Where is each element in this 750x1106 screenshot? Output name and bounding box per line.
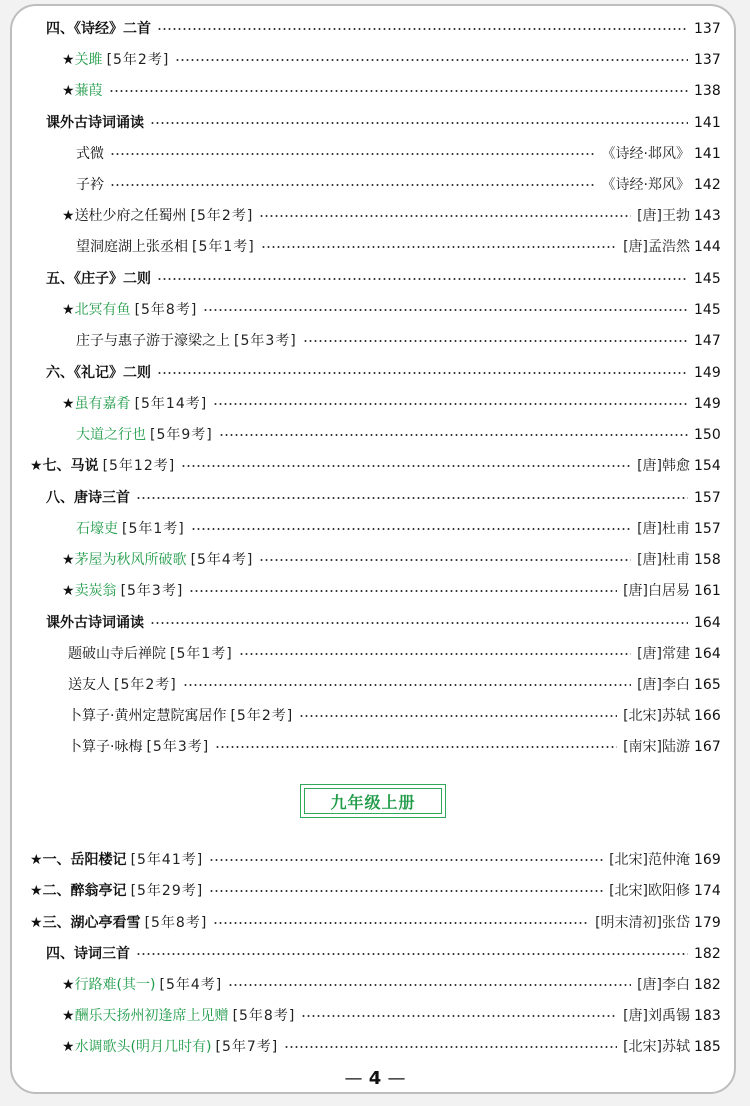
- toc-entry[interactable]: [0, 704, 750, 728]
- dot-leader: [239, 653, 631, 655]
- author-label: 《诗经·邶风》: [601, 146, 690, 162]
- toc-entry[interactable]: [0, 548, 750, 572]
- exam-frequency: [5年8考]: [144, 915, 208, 931]
- dot-leader: [213, 922, 589, 924]
- dot-leader: [284, 1046, 617, 1048]
- author-label: [北宋]苏轼: [623, 1039, 690, 1055]
- toc-entry-title: 酬乐天扬州初逢席上见赠: [74, 1008, 229, 1024]
- dot-leader: [299, 715, 617, 717]
- toc-entry-title: 卖炭翁: [74, 583, 117, 599]
- toc-entry-title: 四、诗词三首: [46, 946, 130, 962]
- toc-entry[interactable]: [0, 911, 750, 935]
- dot-leader: [209, 859, 603, 861]
- toc-entry[interactable]: [0, 111, 750, 135]
- footer-dash-left: —: [344, 1068, 363, 1089]
- star-icon: ★: [62, 52, 75, 68]
- dot-leader: [191, 528, 631, 530]
- toc-entry[interactable]: [0, 673, 750, 697]
- author-label: [北宋]范仲淹: [609, 852, 690, 868]
- toc-entry[interactable]: [0, 48, 750, 72]
- toc-entry[interactable]: [0, 267, 750, 291]
- toc-entry-title: 蒹葭: [74, 83, 103, 99]
- dot-leader: [136, 953, 688, 955]
- toc-entry-title: 七、马说: [42, 458, 99, 474]
- toc-entry[interactable]: [0, 454, 750, 478]
- author-label: [唐]李白: [637, 677, 690, 693]
- exam-frequency: [5年41考]: [130, 852, 204, 868]
- exam-frequency: [5年1考]: [170, 646, 233, 662]
- toc-entry-title: 茅屋为秋风所破歌: [74, 552, 187, 568]
- dot-leader: [136, 497, 688, 499]
- exam-frequency: [5年7考]: [215, 1039, 279, 1055]
- exam-frequency: [5年29考]: [130, 883, 204, 899]
- dot-leader: [175, 59, 688, 61]
- toc-entry-title: 四、《诗经》二首: [46, 21, 151, 37]
- dot-leader: [209, 890, 603, 892]
- star-icon: ★: [30, 915, 43, 931]
- toc-page-number: 174: [694, 883, 721, 899]
- dot-leader: [228, 984, 631, 986]
- star-icon: ★: [62, 552, 75, 568]
- toc-page-number: 145: [694, 271, 721, 287]
- star-icon: ★: [62, 302, 75, 318]
- toc-page-number: 185: [694, 1039, 721, 1055]
- toc-entry[interactable]: [0, 973, 750, 997]
- toc-entry[interactable]: [0, 329, 750, 353]
- toc-entry[interactable]: [0, 579, 750, 603]
- author-label: [唐]常建: [637, 646, 690, 662]
- toc-entry-title: 式微: [76, 146, 104, 162]
- toc-page-number: 169: [694, 852, 721, 868]
- exam-frequency: [5年1考]: [122, 521, 185, 537]
- dot-leader: [301, 1015, 617, 1017]
- toc-entry[interactable]: [0, 486, 750, 510]
- toc-entry[interactable]: [0, 611, 750, 635]
- toc-page-number: 138: [694, 83, 721, 99]
- star-icon: ★: [62, 583, 75, 599]
- toc-page-number: 137: [694, 52, 721, 68]
- dot-leader: [157, 28, 688, 30]
- toc-entry[interactable]: [0, 942, 750, 966]
- toc-page-number: 165: [694, 677, 721, 693]
- toc-entry-title: 课外古诗词诵读: [46, 615, 144, 631]
- toc-page-number: 145: [694, 302, 721, 318]
- star-icon: ★: [30, 458, 43, 474]
- toc-entry[interactable]: [0, 1004, 750, 1028]
- toc-page-number: 157: [694, 490, 721, 506]
- author-label: [唐]刘禹锡: [623, 1008, 690, 1024]
- author-label: [唐]韩愈: [637, 458, 690, 474]
- dot-leader: [189, 590, 617, 592]
- toc-page-number: 167: [694, 739, 721, 755]
- toc-entry-title: 卜算子·黄州定慧院寓居作: [68, 708, 227, 724]
- exam-frequency: [5年14考]: [134, 396, 208, 412]
- toc-entry-title: 关雎: [74, 52, 103, 68]
- author-label: [唐]杜甫: [637, 521, 690, 537]
- toc-entry[interactable]: [0, 517, 750, 541]
- author-label: [唐]白居易: [623, 583, 690, 599]
- toc-entry[interactable]: [0, 298, 750, 322]
- exam-frequency: [5年2考]: [114, 677, 177, 693]
- author-label: [唐]王勃: [637, 208, 690, 224]
- dot-leader: [157, 372, 688, 374]
- page-footer: [0, 1068, 750, 1089]
- dot-leader: [150, 622, 688, 624]
- exam-frequency: [5年2考]: [230, 708, 294, 724]
- dot-leader: [203, 309, 688, 311]
- dot-leader: [109, 90, 688, 92]
- dot-leader: [213, 403, 688, 405]
- toc-page-number: 166: [694, 708, 721, 724]
- toc-entry[interactable]: [0, 1035, 750, 1059]
- toc-entry-title: 石壕吏: [76, 521, 118, 537]
- exam-frequency: [5年4考]: [190, 552, 254, 568]
- star-icon: ★: [62, 1008, 75, 1024]
- section-banner: [300, 784, 446, 818]
- toc-page-number: 143: [694, 208, 721, 224]
- toc-page-number: 183: [694, 1008, 721, 1024]
- author-label: [南宋]陆游: [623, 739, 690, 755]
- star-icon: ★: [30, 883, 43, 899]
- toc-entry-title: 子衿: [76, 177, 104, 193]
- dot-leader: [261, 246, 617, 248]
- toc-page-number: 149: [694, 396, 721, 412]
- star-icon: ★: [62, 83, 75, 99]
- toc-entry-title: 课外古诗词诵读: [46, 115, 144, 131]
- toc-entry-title: 行路难(其一): [74, 977, 156, 993]
- toc-page-number: 147: [694, 333, 721, 349]
- star-icon: ★: [30, 852, 43, 868]
- toc-entry[interactable]: [0, 392, 750, 416]
- author-label: [唐]孟浩然: [623, 239, 690, 255]
- toc-page-number: 154: [694, 458, 721, 474]
- author-label: [北宋]欧阳修: [609, 883, 690, 899]
- exam-frequency: [5年3考]: [234, 333, 297, 349]
- dot-leader: [259, 559, 631, 561]
- dot-leader: [219, 434, 688, 436]
- toc-entry-title: 望洞庭湖上张丞相: [76, 239, 188, 255]
- exam-frequency: [5年3考]: [146, 739, 210, 755]
- toc-page-number: 158: [694, 552, 721, 568]
- toc-entry-title: 三、湖心亭看雪: [42, 915, 141, 931]
- dot-leader: [181, 465, 631, 467]
- toc-entry[interactable]: [0, 423, 750, 447]
- exam-frequency: [5年3考]: [120, 583, 184, 599]
- toc-entry-title: 庄子与惠子游于濠梁之上: [76, 333, 230, 349]
- toc-page-number: 142: [694, 177, 721, 193]
- toc-page-number: 161: [694, 583, 721, 599]
- toc-entry-title: 八、唐诗三首: [46, 490, 130, 506]
- exam-frequency: [5年1考]: [192, 239, 255, 255]
- toc-entry-title: 北冥有鱼: [74, 302, 131, 318]
- toc-page-number: 182: [694, 977, 721, 993]
- toc-page-number: 141: [694, 146, 721, 162]
- toc-entry-title: 大道之行也: [76, 427, 146, 443]
- toc-entry[interactable]: [0, 361, 750, 385]
- toc-page-number: 141: [694, 115, 721, 131]
- toc-page-number: 137: [694, 21, 721, 37]
- toc-entry-title: 卜算子·咏梅: [68, 739, 143, 755]
- toc-entry-title: 水调歌头(明月几时有): [74, 1039, 212, 1055]
- star-icon: ★: [62, 1039, 75, 1055]
- toc-entry[interactable]: [0, 173, 750, 197]
- dot-leader: [110, 184, 596, 186]
- toc-entry-title: 一、岳阳楼记: [42, 852, 127, 868]
- toc-page-number: 150: [694, 427, 721, 443]
- toc-entry-title: 送杜少府之任蜀州: [74, 208, 187, 224]
- exam-frequency: [5年8考]: [232, 1008, 296, 1024]
- star-icon: ★: [62, 208, 75, 224]
- toc-page-number: 164: [694, 615, 721, 631]
- toc-page-number: 157: [694, 521, 721, 537]
- dot-leader: [157, 278, 688, 280]
- dot-leader: [110, 153, 596, 155]
- toc-entry[interactable]: [0, 879, 750, 903]
- author-label: [唐]杜甫: [637, 552, 690, 568]
- toc-page-number: 144: [694, 239, 721, 255]
- toc-entry-title: 六、《礼记》二则: [46, 365, 151, 381]
- toc-page-number: 179: [694, 915, 721, 931]
- dot-leader: [259, 215, 631, 217]
- dot-leader: [215, 746, 617, 748]
- author-label: [北宋]苏轼: [623, 708, 690, 724]
- page-number: 4: [368, 1068, 382, 1089]
- toc-entry-title: 送友人: [68, 677, 110, 693]
- dot-leader: [303, 340, 688, 342]
- toc-entry-title: 二、醉翁亭记: [42, 883, 127, 899]
- author-label: [明末清初]张岱: [595, 915, 690, 931]
- toc-page-number: 149: [694, 365, 721, 381]
- toc-entry[interactable]: [0, 735, 750, 759]
- toc-entry-title: 题破山寺后禅院: [68, 646, 166, 662]
- footer-dash-right: —: [387, 1068, 406, 1089]
- toc-entry[interactable]: [0, 17, 750, 41]
- toc-page-number: 164: [694, 646, 721, 662]
- exam-frequency: [5年4考]: [159, 977, 223, 993]
- exam-frequency: [5年9考]: [150, 427, 213, 443]
- exam-frequency: [5年2考]: [190, 208, 254, 224]
- author-label: [唐]李白: [637, 977, 690, 993]
- toc-entry[interactable]: [0, 142, 750, 166]
- section-banner-label: 九年级上册: [304, 788, 442, 814]
- toc-entry[interactable]: [0, 79, 750, 103]
- toc-entry[interactable]: [0, 235, 750, 259]
- toc-page-number: 182: [694, 946, 721, 962]
- toc-entry-title: 五、《庄子》二则: [46, 271, 151, 287]
- dot-leader: [150, 122, 688, 124]
- star-icon: ★: [62, 977, 75, 993]
- exam-frequency: [5年12考]: [102, 458, 176, 474]
- toc-entry[interactable]: [0, 848, 750, 872]
- star-icon: ★: [62, 396, 75, 412]
- toc-entry[interactable]: [0, 642, 750, 666]
- dot-leader: [183, 684, 631, 686]
- toc-entry[interactable]: [0, 204, 750, 228]
- exam-frequency: [5年2考]: [106, 52, 170, 68]
- author-label: 《诗经·郑风》: [601, 177, 690, 193]
- exam-frequency: [5年8考]: [134, 302, 198, 318]
- toc-entry-title: 虽有嘉肴: [74, 396, 131, 412]
